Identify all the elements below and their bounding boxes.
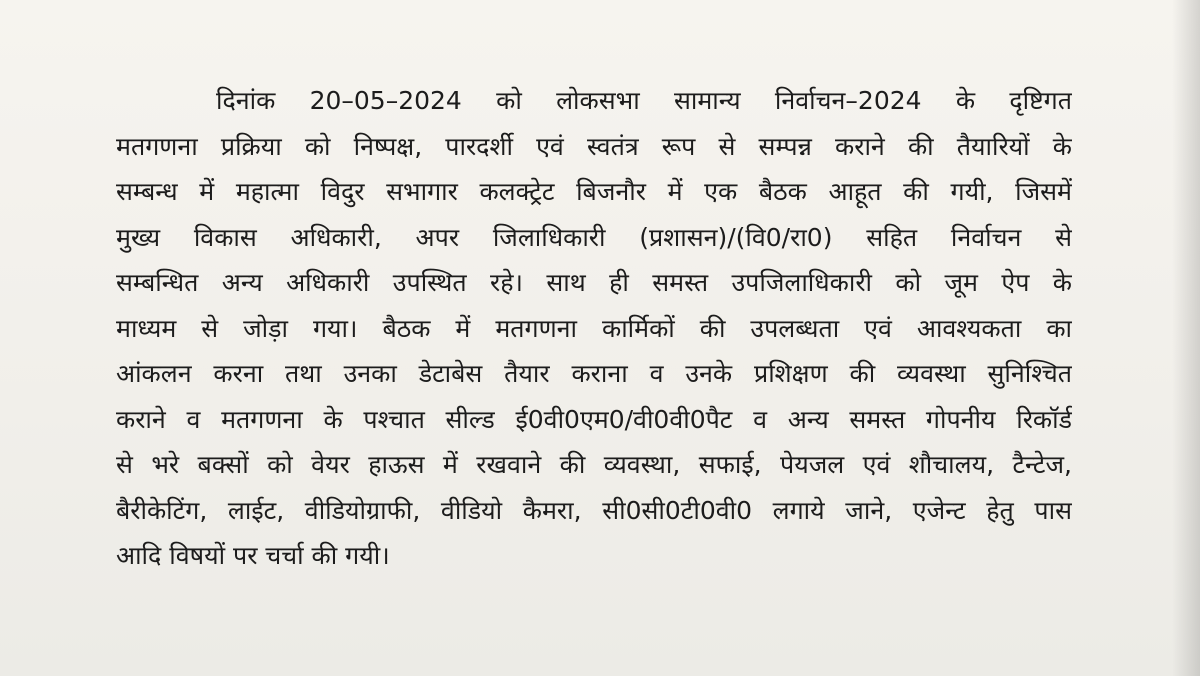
paragraph-line-8: कराने व मतगणना के पश्चात सील्ड ई0वी0एम0/वी0वी0पैट व अन्य समस्त गोपनीय रिकॉर्ड	[116, 404, 1072, 434]
page-edge-shadow	[1172, 0, 1200, 676]
paragraph-line-1: दिनांक 20–05–2024 को लोकसभा सामान्य निर्वाचन–2024 के दृष्टिगत	[216, 86, 1072, 115]
paragraph-line-5: सम्बन्धित अन्य अधिकारी उपस्थित रहे। साथ ही समस्त उपजिलाधिकारी को जूम ऐप के	[116, 268, 1072, 297]
paragraph-line-10: बैरीकेटिंग, लाईट, वीडियोग्राफी, वीडियो कैमरा, सी0सी0टी0वी0 लगाये जाने, एजेन्ट हेतु पास	[116, 495, 1072, 525]
paragraph-line-9: से भरे बक्सों को वेयर हाऊस में रखवाने की व्यवस्था, सफाई, पेयजल एवं शौचालय, टैन्टेज,	[116, 450, 1072, 479]
paragraph-line-6: माध्यम से जोड़ा गया। बैठक में मतगणना कार्मिकों की उपलब्धता एवं आवश्यकता का	[116, 313, 1072, 343]
paragraph-line-11: आदि विषयों पर चर्चा की गयी।	[116, 541, 390, 570]
paragraph-line-4: मुख्य विकास अधिकारी, अपर जिलाधिकारी (प्रशासन)/(वि0/रा0) सहित निर्वाचन से	[116, 222, 1072, 252]
document-paragraph	[116, 78, 1072, 579]
paragraph-line-7: आंकलन करना तथा उनका डेटाबेस तैयार कराना व उनके प्रशिक्षण की व्यवस्था सुनिश्चित	[116, 359, 1072, 388]
paragraph-line-2: मतगणना प्रक्रिया को निष्पक्ष, पारदर्शी एवं स्वतंत्र रूप से सम्पन्न कराने की तैयारियों के	[116, 131, 1072, 161]
paragraph-line-3: सम्बन्ध में महात्मा विदुर सभागार कलक्ट्रेट बिजनौर में एक बैठक आहूत की गयी, जिसमें	[116, 177, 1072, 206]
